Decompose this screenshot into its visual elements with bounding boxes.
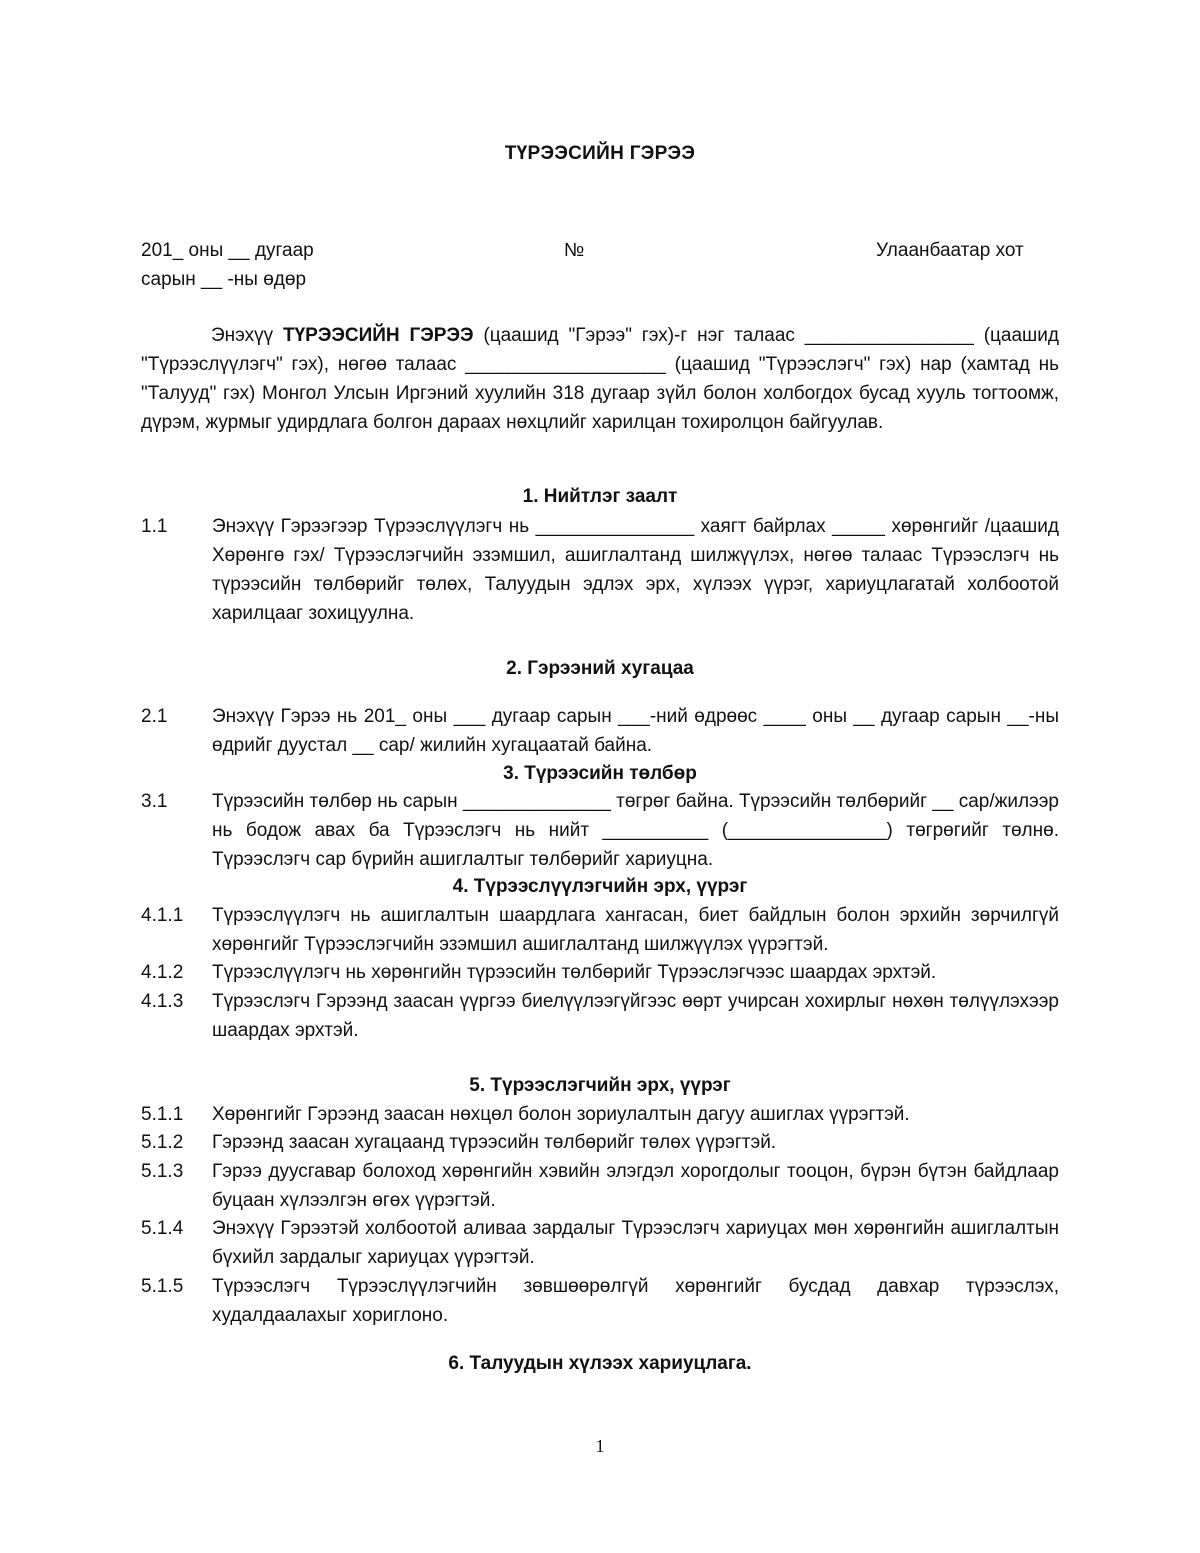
- section-heading-6: 6. Талуудын хүлээх хариуцлага.: [448, 1353, 752, 1374]
- clause-2-1: [141, 702, 1059, 760]
- clause-number: 5.1.4: [141, 1218, 184, 1239]
- clause-number: 4.1.3: [141, 991, 184, 1012]
- clause-4-1-3: [141, 987, 1059, 1045]
- clause-text: Энэхүү Гэрээ нь 201_ оны ___ дугаар сарын ___-ний өдрөөс ____ оны __ дугаар сарын __-ны өдрийг дуустал __ сар/ жилийн хугацаатай байна.: [212, 706, 1059, 756]
- section-heading-5: 5. Түрээслэгчийн эрх, үүрэг: [469, 1075, 731, 1096]
- intro-rest: (цаашид "Гэрээ" гэх)-г нэг талаас ________________ (цаашид "Түрээслүүлэгч" гэх), нөгөө талаас ___________________ (цаашид "Түрээслэгч" гэх) нар (хамтад нь "Талууд" гэх) Монгол Улсын Иргэний хуулийн 318 дугаар зүйл болон холбогдох бусад хууль тогтоомж, дүрэм, журмыг удирдлага болгон дараах нөхцлийг харилцан тохиролцон байгуулав.: [141, 325, 1059, 433]
- section-heading-4: 4. Түрээслүүлэгчийн эрх, үүрэг: [452, 876, 748, 897]
- city: Улаанбаатар хот: [876, 240, 1024, 261]
- intro-lead: Энэхүү: [211, 325, 283, 346]
- section-heading-1: 1. Нийтлэг заалт: [522, 486, 678, 507]
- clause-number: 5.1.2: [141, 1132, 184, 1153]
- section-heading-3: 3. Түрээсийн төлбөр: [503, 763, 697, 784]
- clause-number: 1.1: [141, 516, 168, 537]
- clause-5-1-4: [141, 1214, 1059, 1272]
- clause-number: 2.1: [141, 706, 168, 727]
- date-line-1: 201_ оны __ дугаар: [141, 240, 314, 261]
- clause-text: Энэхүү Гэрээтэй холбоотой аливаа зардалыг Түрээслэгч хариуцах мөн хөрөнгийн ашиглалтын бүхийл зардалыг хариуцах үүрэгтэй.: [212, 1218, 1059, 1268]
- clause-text: Түрээсийн төлбөр нь сарын ______________ төгрөг байна. Түрээсийн төлбөрийг __ сар/жилээр нь бодож авах ба Түрээслэгч нь нийт __________ (_______________) төгрөгийг төлнө. Түрээслэгч сар бүрийн ашиглалтыг төлбөрийг хариуцна.: [212, 791, 1060, 870]
- clause-text: Гэрээнд заасан хугацаанд түрээсийн төлбөрийг төлөх үүрэгтэй.: [212, 1132, 777, 1153]
- clause-text: Түрээслүүлэгч нь хөрөнгийн түрээсийн төлбөрийг Түрээслэгчээс шаардах эрхтэй.: [212, 962, 937, 983]
- date-line-2: сарын __ -ны өдөр: [141, 269, 307, 290]
- clause-number: 4.1.1: [141, 905, 184, 926]
- clause-4-1-2: [141, 958, 1059, 987]
- page-number: 1: [595, 1436, 605, 1456]
- clause-text: Түрээслэгч Гэрээнд заасан үүргээ биелүүлээгүйгээс өөрт учирсан хохирлыг нөхөн төлүүлэхээр шаардах эрхтэй.: [212, 991, 1059, 1041]
- section-heading-2: 2. Гэрээний хугацаа: [506, 658, 694, 679]
- clause-text: Түрээслэгч Түрээслүүлэгчийн зөвшөөрөлгүй хөрөнгийг бусдад давхар түрээслэх, худалдаалахыг хориглоно.: [212, 1276, 1059, 1326]
- clause-text: Түрээслүүлэгч нь ашиглалтын шаардлага хангасан, биет байдлын болон эрхийн зөрчилгүй хөрөнгийг Түрээслэгчийн эзэмшил ашиглалтанд шилжүүлэх үүрэгтэй.: [212, 905, 1059, 955]
- clause-text: Энэхүү Гэрээгээр Түрээслүүлэгч нь _______________ хаягт байрлах _____ хөрөнгийг /цаашид Хөрөнгө гэх/ Түрээслэгчийн эзэмшил, ашиглалтанд шилжүүлэх, нөгөө талаас Түрээслэгч нь түрээсийн төлбөрийг төлөх, Талуудын эдлэх эрх, хүлээх үүрэг, хариуцлагатай холбоотой харилцааг зохицуулна.: [212, 516, 1059, 624]
- clause-number: 5.1.5: [141, 1276, 184, 1297]
- intro-bold-title: ТҮРЭЭСИЙН ГЭРЭЭ: [283, 325, 474, 346]
- clause-number: 3.1: [141, 791, 168, 812]
- clause-text: Хөрөнгийг Гэрээнд заасан нөхцөл болон зориулалтын дагуу ашиглах үүрэгтэй.: [212, 1104, 910, 1125]
- clause-5-1-1: [141, 1100, 1059, 1129]
- clause-5-1-5: [141, 1272, 1059, 1330]
- clause-text: Гэрээ дуусгавар болоход хөрөнгийн хэвийн элэгдэл хорогдолыг тооцон, бүрэн бүтэн байдлаар буцаан хүлээлгэн өгөх үүрэгтэй.: [212, 1161, 1059, 1211]
- clause-4-1-1: [141, 901, 1059, 959]
- clause-1-1: [141, 512, 1059, 628]
- contract-number: №: [564, 240, 585, 261]
- clause-number: 5.1.1: [141, 1104, 184, 1125]
- clause-number: 4.1.2: [141, 962, 184, 983]
- clause-5-1-3: [141, 1157, 1059, 1215]
- intro-paragraph: [141, 321, 1059, 437]
- clause-5-1-2: [141, 1128, 1059, 1157]
- document-title: ТҮРЭЭСИЙН ГЭРЭЭ: [504, 143, 696, 164]
- clause-number: 5.1.3: [141, 1161, 184, 1182]
- clause-3-1: [141, 787, 1059, 874]
